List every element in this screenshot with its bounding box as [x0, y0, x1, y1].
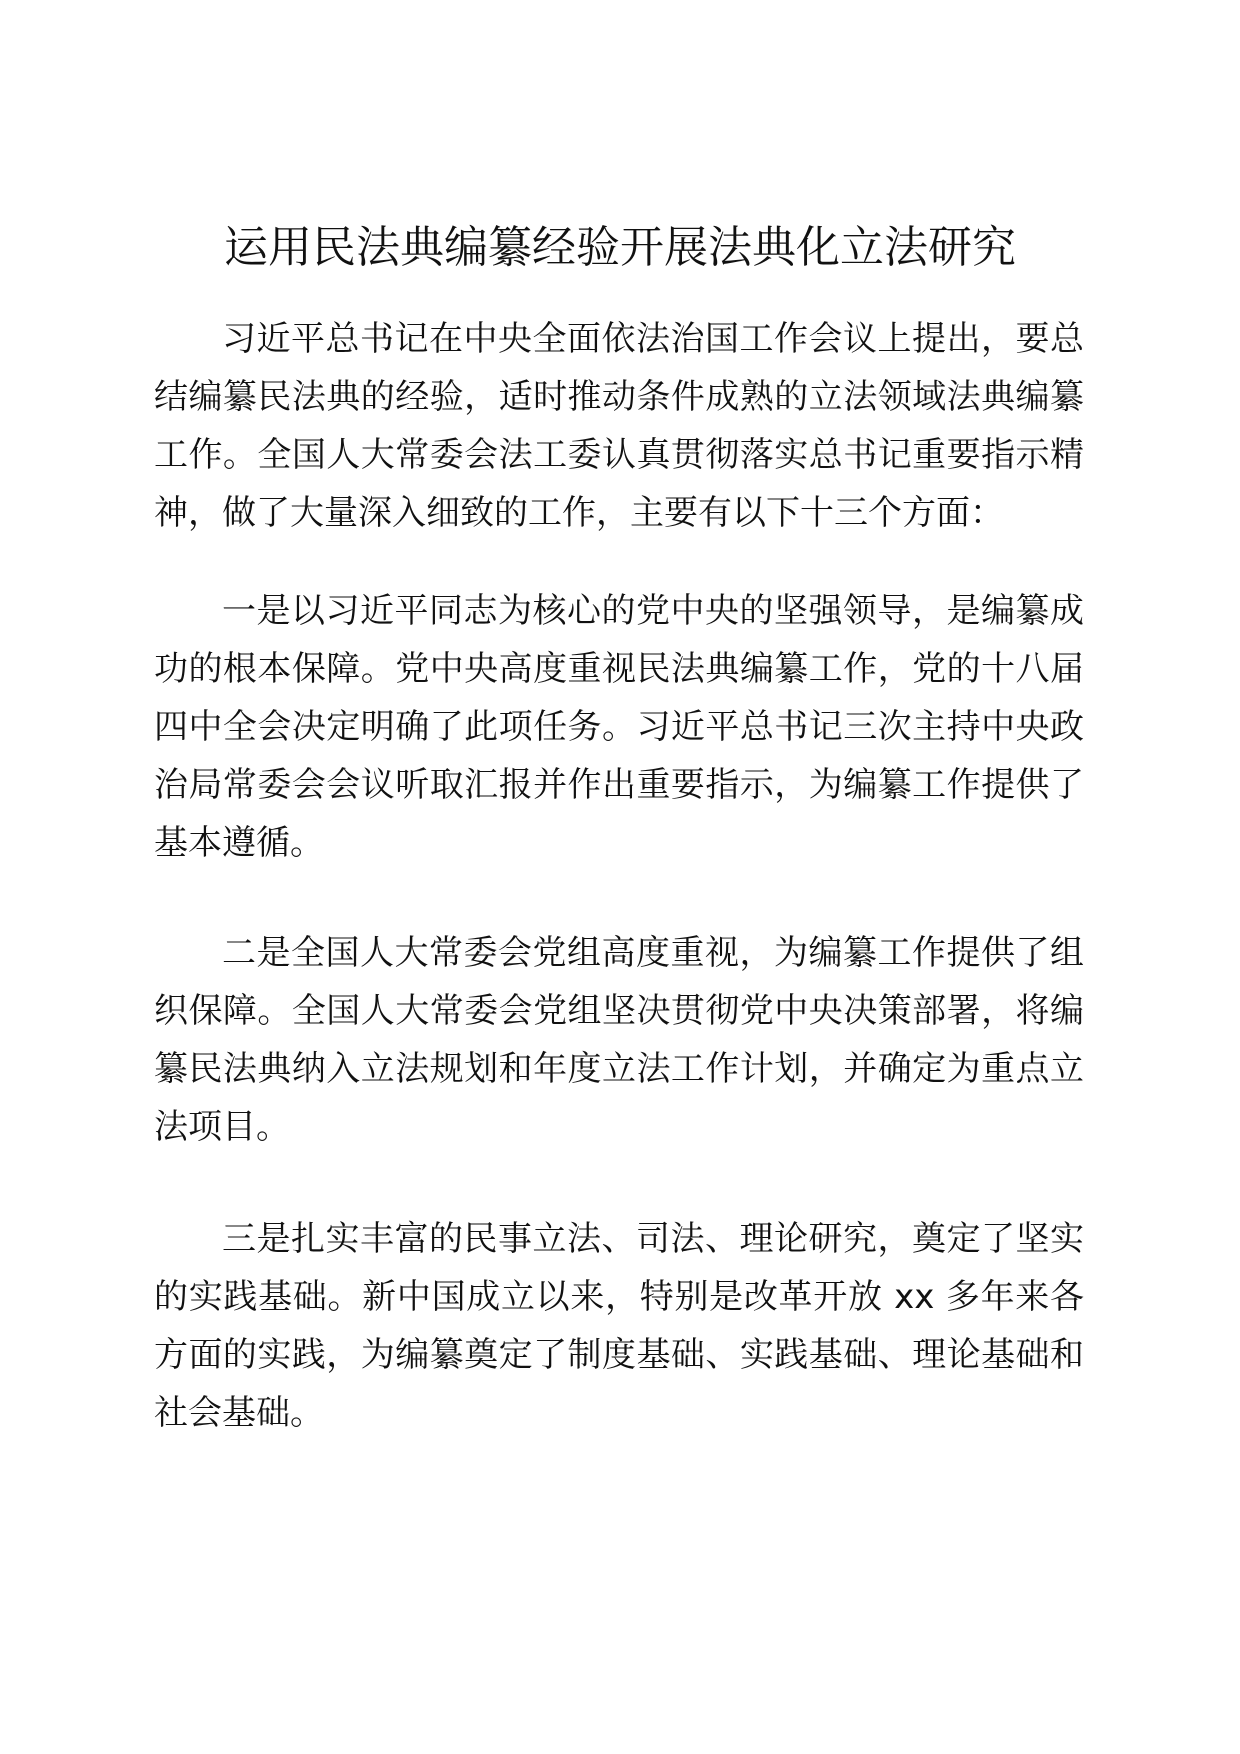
paragraph-point-1: 一是以习近平同志为核心的党中央的坚强领导，是编纂成功的根本保障。党中央高度重视民法典编纂工作，党的十八届四中全会决定明确了此项任务。习近平总书记三次主持中央政治局常委会会议听取汇报并作出重要指示，为编纂工作提供了基本遵循。: [154, 591, 1084, 863]
paragraph-intro: 习近平总书记在中央全面依法治国工作会议上提出，要总结编纂民法典的经验，适时推动条件成熟的立法领域法典编纂工作。全国人大常委会法工委认真贯彻落实总书记重要指示精神，做了大量深入细致的工作，主要有以下十三个方面：: [154, 319, 1084, 533]
paragraph-point-3: 三是扎实丰富的民事立法、司法、理论研究，奠定了坚实的实践基础。新中国成立以来，特别是改革开放 xx 多年来各方面的实践，为编纂奠定了制度基础、实践基础、理论基础和社会基础。: [154, 1219, 1084, 1433]
paragraph-point-2: 二是全国人大常委会党组高度重视，为编纂工作提供了组织保障。全国人大常委会党组坚决贯彻党中央决策部署，将编纂民法典纳入立法规划和年度立法工作计划，并确定为重点立法项目。: [154, 933, 1084, 1147]
document-title: 运用民法典编纂经验开展法典化立法研究: [224, 222, 1016, 273]
